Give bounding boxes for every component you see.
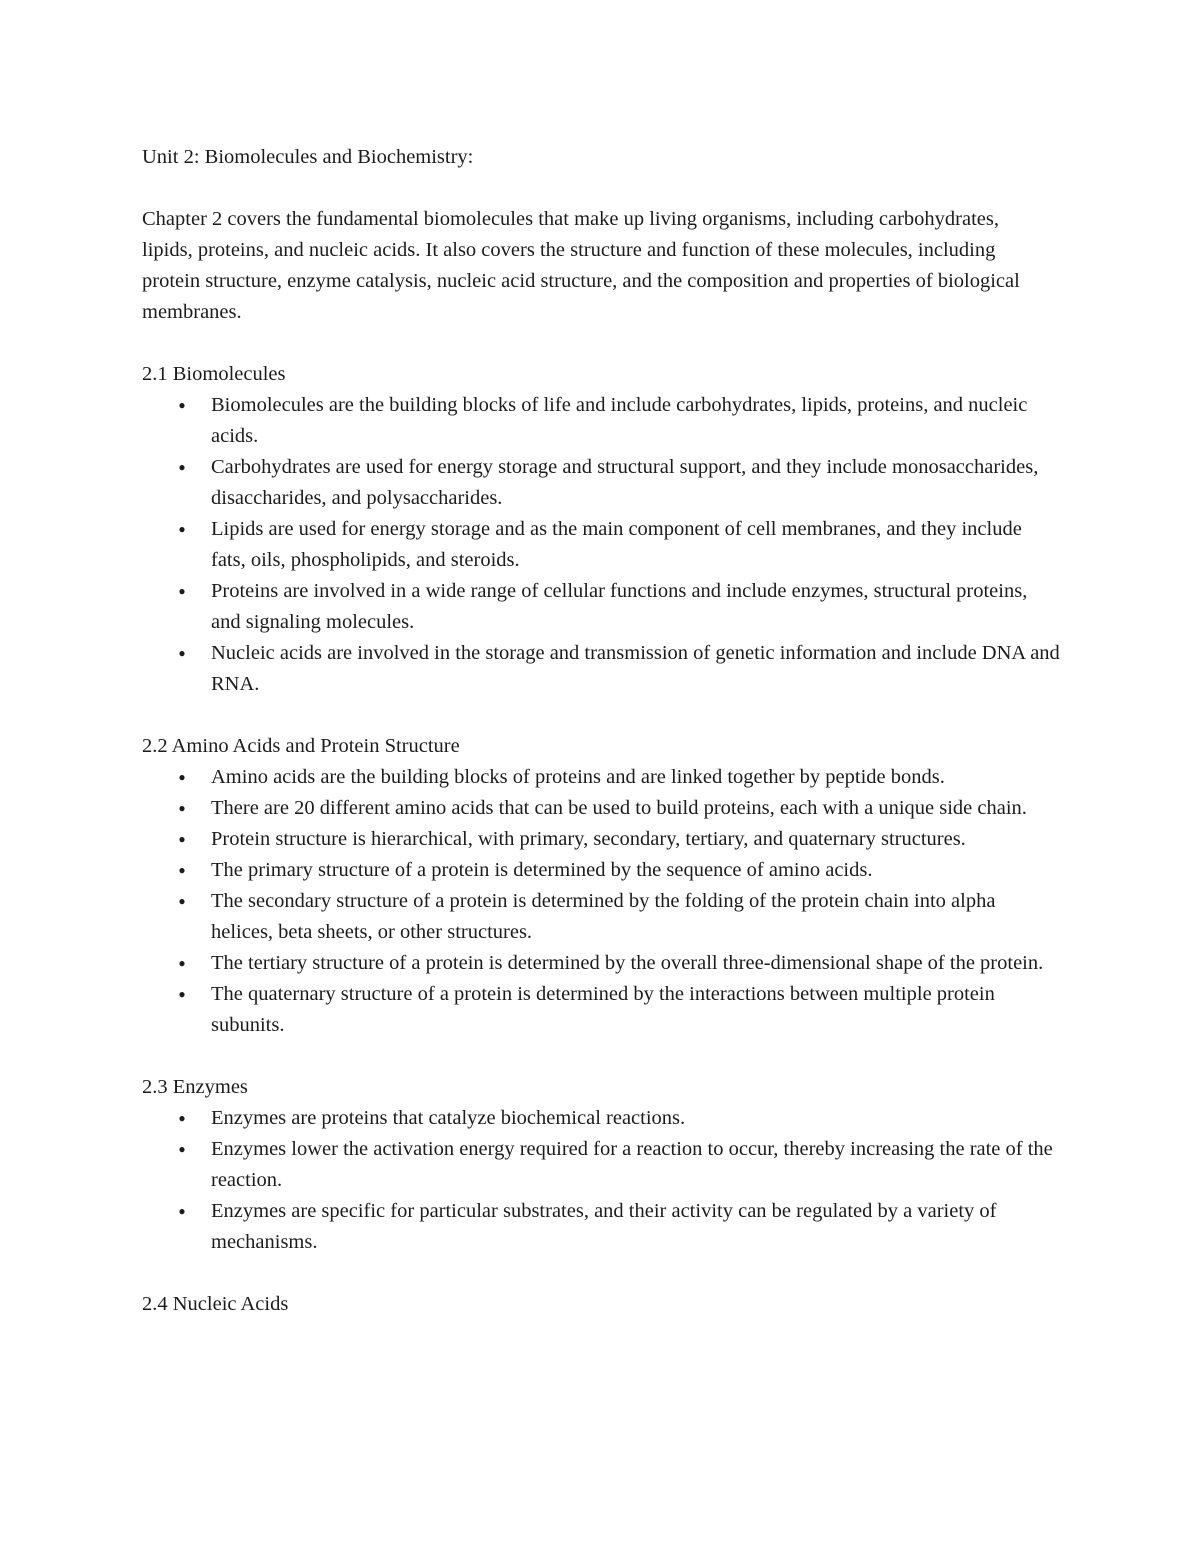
bullet-list	[142, 390, 1060, 700]
list-item	[178, 638, 1060, 700]
list-item	[178, 576, 1060, 638]
bullet-icon: ●	[178, 894, 186, 908]
list-item-text: The primary structure of a protein is determined by the sequence of amino acids.	[211, 859, 873, 881]
bullet-icon: ●	[178, 1142, 186, 1156]
bullet-icon: ●	[178, 646, 186, 660]
list-item	[178, 979, 1060, 1041]
list-item-text: Lipids are used for energy storage and as the main component of cell membranes, and they include fats, oils, phospholipids, and steroids.	[211, 518, 1022, 571]
bullet-icon: ●	[178, 584, 186, 598]
bullet-icon: ●	[178, 460, 186, 474]
bullet-list	[142, 1103, 1060, 1258]
section-heading: 2.3 Enzymes	[142, 1076, 248, 1098]
list-item-text: Proteins are involved in a wide range of cellular functions and include enzymes, structural proteins, and signaling molecules.	[211, 580, 1028, 633]
list-item	[178, 948, 1060, 979]
section-heading: 2.2 Amino Acids and Protein Structure	[142, 735, 460, 757]
bullet-icon: ●	[178, 522, 186, 536]
list-item-text: The secondary structure of a protein is determined by the folding of the protein chain into alpha helices, beta sheets, or other structures.	[211, 890, 996, 943]
document-title: Unit 2: Biomolecules and Biochemistry:	[142, 146, 474, 168]
list-item	[178, 1196, 1060, 1258]
intro-paragraph: Chapter 2 covers the fundamental biomolecules that make up living organisms, including carbohydrates, lipids, proteins, and nucleic acids. It also covers the structure and function of these molecules, including protein structure, enzyme catalysis, nucleic acid structure, and the composition and properties of biological membranes.	[142, 208, 1020, 323]
list-item-text: Amino acids are the building blocks of proteins and are linked together by peptide bonds.	[211, 766, 945, 788]
section-heading: 2.1 Biomolecules	[142, 363, 286, 385]
list-item	[178, 1134, 1060, 1196]
list-item	[178, 793, 1060, 824]
section	[142, 359, 1060, 700]
section	[142, 1289, 1060, 1320]
list-item-text: Enzymes are specific for particular substrates, and their activity can be regulated by a variety of mechanisms.	[211, 1200, 997, 1253]
list-item	[178, 390, 1060, 452]
list-item-text: Carbohydrates are used for energy storage and structural support, and they include monosaccharides, disaccharides, and polysaccharides.	[211, 456, 1039, 509]
list-item-text: Enzymes are proteins that catalyze biochemical reactions.	[211, 1107, 686, 1129]
list-item-text: Protein structure is hierarchical, with primary, secondary, tertiary, and quaternary structures.	[211, 828, 966, 850]
list-item-text: The tertiary structure of a protein is determined by the overall three-dimensional shape of the protein.	[211, 952, 1044, 974]
list-item	[178, 886, 1060, 948]
list-item-text: The quaternary structure of a protein is determined by the interactions between multiple protein subunits.	[211, 983, 995, 1036]
section-heading: 2.4 Nucleic Acids	[142, 1293, 289, 1315]
list-item-text: Biomolecules are the building blocks of life and include carbohydrates, lipids, proteins, and nucleic acids.	[211, 394, 1028, 447]
bullet-icon: ●	[178, 1111, 186, 1125]
bullet-icon: ●	[178, 863, 186, 877]
list-item-text: Enzymes lower the activation energy required for a reaction to occur, thereby increasing the rate of the reaction.	[211, 1138, 1053, 1191]
list-item	[178, 1103, 1060, 1134]
section	[142, 1072, 1060, 1258]
bullet-icon: ●	[178, 956, 186, 970]
bullet-icon: ●	[178, 801, 186, 815]
section	[142, 731, 1060, 1041]
list-item-text: Nucleic acids are involved in the storage and transmission of genetic information and include DNA and RNA.	[211, 642, 1060, 695]
bullet-icon: ●	[178, 832, 186, 846]
list-item	[178, 762, 1060, 793]
list-item-text: There are 20 different amino acids that can be used to build proteins, each with a unique side chain.	[211, 797, 1027, 819]
list-item	[178, 452, 1060, 514]
bullet-icon: ●	[178, 398, 186, 412]
list-item	[178, 855, 1060, 886]
list-item	[178, 514, 1060, 576]
sections-container	[142, 359, 1060, 1320]
bullet-list	[142, 762, 1060, 1041]
bullet-icon: ●	[178, 1204, 186, 1218]
list-item	[178, 824, 1060, 855]
bullet-icon: ●	[178, 987, 186, 1001]
bullet-icon: ●	[178, 770, 186, 784]
